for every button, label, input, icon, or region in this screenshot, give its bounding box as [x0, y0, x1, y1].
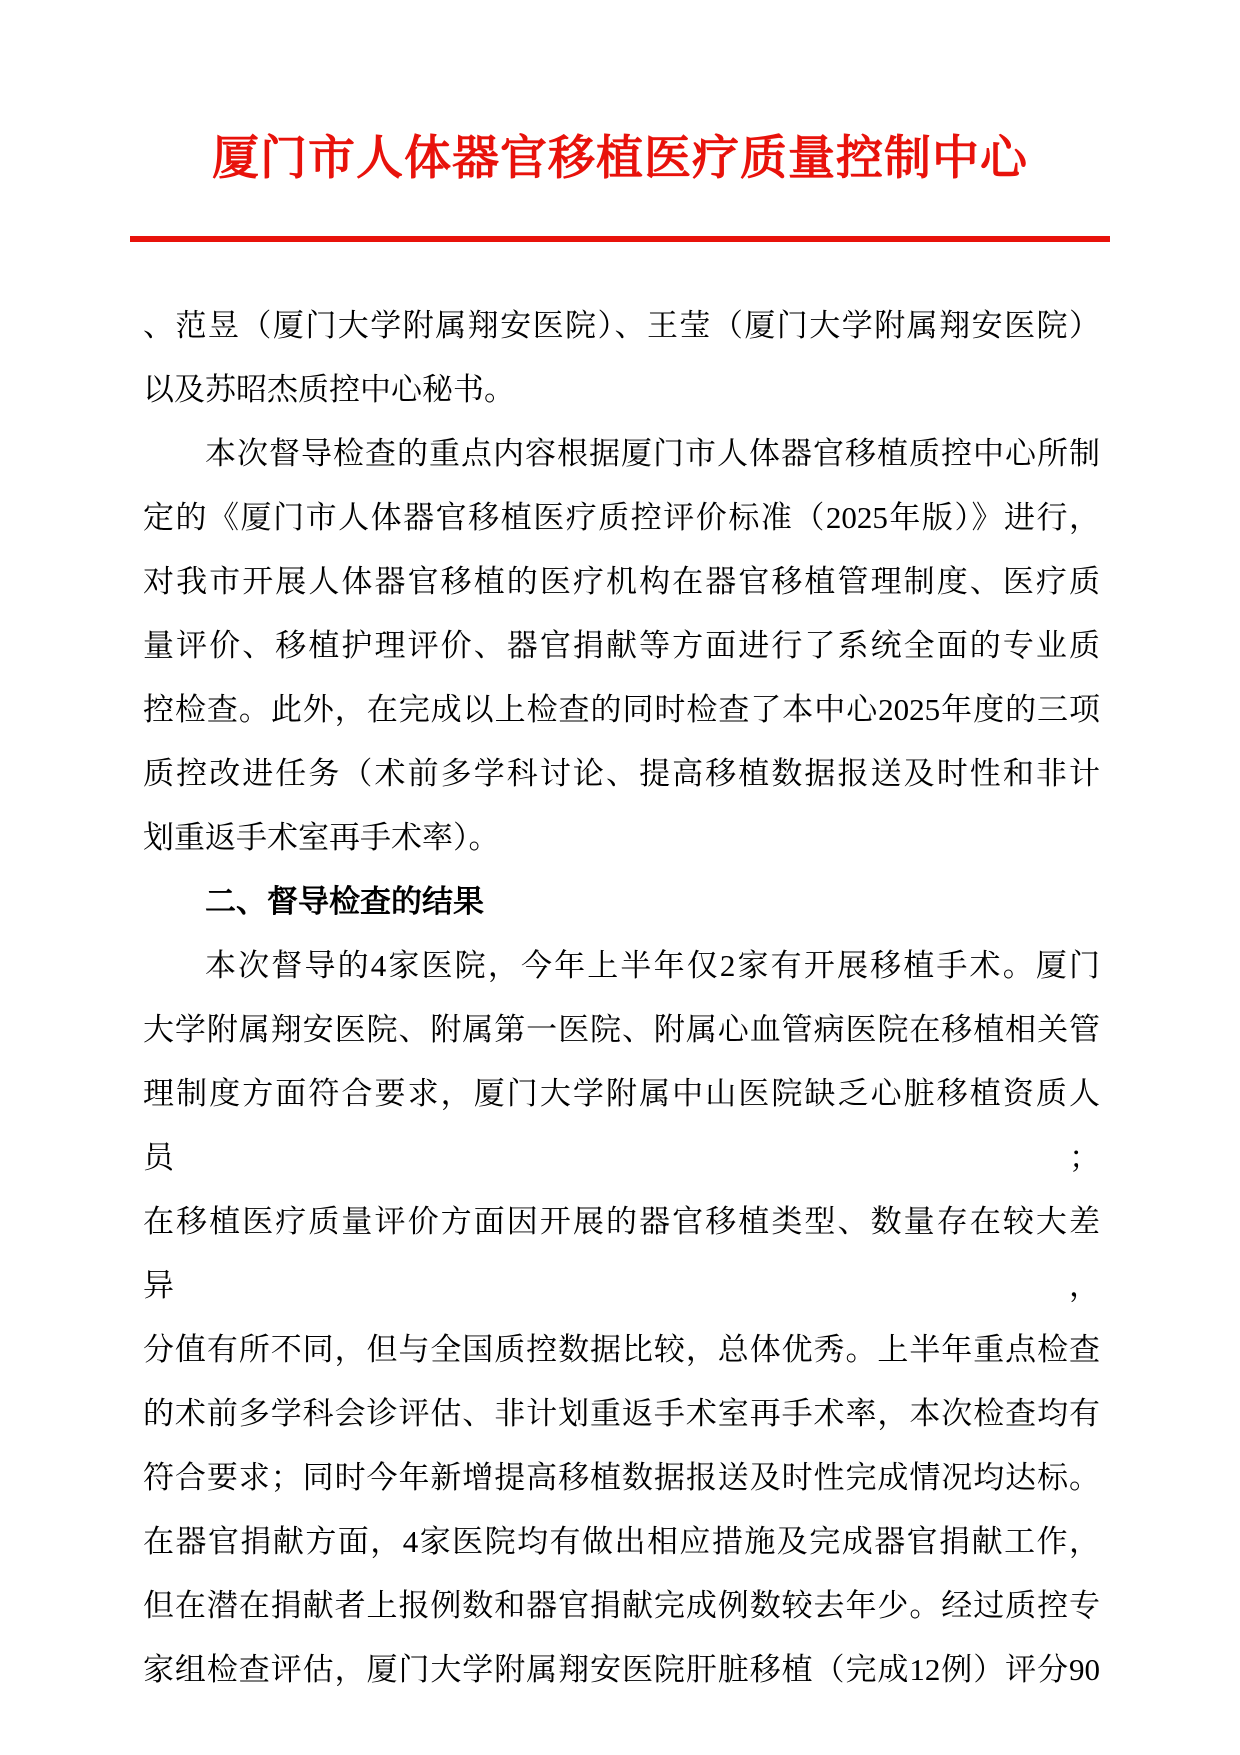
body-line: 的术前多学科会诊评估、非计划重返手术室再手术率，本次检查均有: [143, 1396, 1100, 1431]
body-line: 本次督导的4家医院，今年上半年仅2家有开展移植手术。厦门: [205, 948, 1100, 983]
body-line: 控检查。此外，在完成以上检查的同时检查了本中心2025年度的三项: [143, 692, 1100, 727]
section-heading: 二、督导检查的结果: [205, 884, 484, 919]
letterhead-title: 厦门市人体器官移植医疗质量控制中心: [212, 133, 1028, 185]
body-line: 本次督导检查的重点内容根据厦门市人体器官移植质控中心所制: [205, 436, 1100, 471]
body-line: 以及苏昭杰质控中心秘书。: [143, 372, 515, 407]
body-line: 对我市开展人体器官移植的医疗机构在器官移植管理制度、医疗质: [143, 564, 1100, 599]
body-line: 但在潜在捐献者上报例数和器官捐献完成例数较去年少。经过质控专: [143, 1588, 1100, 1623]
body-line: 质控改进任务（术前多学科讨论、提高移植数据报送及时性和非计: [143, 756, 1100, 791]
letterhead-divider-rule: [130, 236, 1110, 242]
body-line: 家组检查评估，厦门大学附属翔安医院肝脏移植（完成12例）评分90: [143, 1652, 1100, 1687]
body-line: 定的《厦门市人体器官移植医疗质控评价标准（2025年版）》进行，: [143, 500, 1100, 535]
body-line: 分值有所不同，但与全国质控数据比较，总体优秀。上半年重点检查: [143, 1332, 1100, 1367]
body-line: 符合要求；同时今年新增提高移植数据报送及时性完成情况均达标。: [143, 1460, 1100, 1495]
letterhead: [0, 0, 1240, 242]
document-body: [0, 294, 1240, 1702]
body-line: 划重返手术室再手术率）。: [143, 820, 500, 855]
body-line: 在器官捐献方面，4家医院均有做出相应措施及完成器官捐献工作，: [143, 1524, 1100, 1559]
body-line: 在移植医疗质量评价方面因开展的器官移植类型、数量存在较大差异，: [143, 1204, 1100, 1303]
body-line: 理制度方面符合要求，厦门大学附属中山医院缺乏心脏移植资质人员；: [143, 1076, 1100, 1175]
body-line: 、范昱（厦门大学附属翔安医院）、王莹（厦门大学附属翔安医院）: [143, 308, 1100, 343]
body-line: 量评价、移植护理评价、器官捐献等方面进行了系统全面的专业质: [143, 628, 1100, 663]
body-line: 大学附属翔安医院、附属第一医院、附属心血管病医院在移植相关管: [143, 1012, 1100, 1047]
